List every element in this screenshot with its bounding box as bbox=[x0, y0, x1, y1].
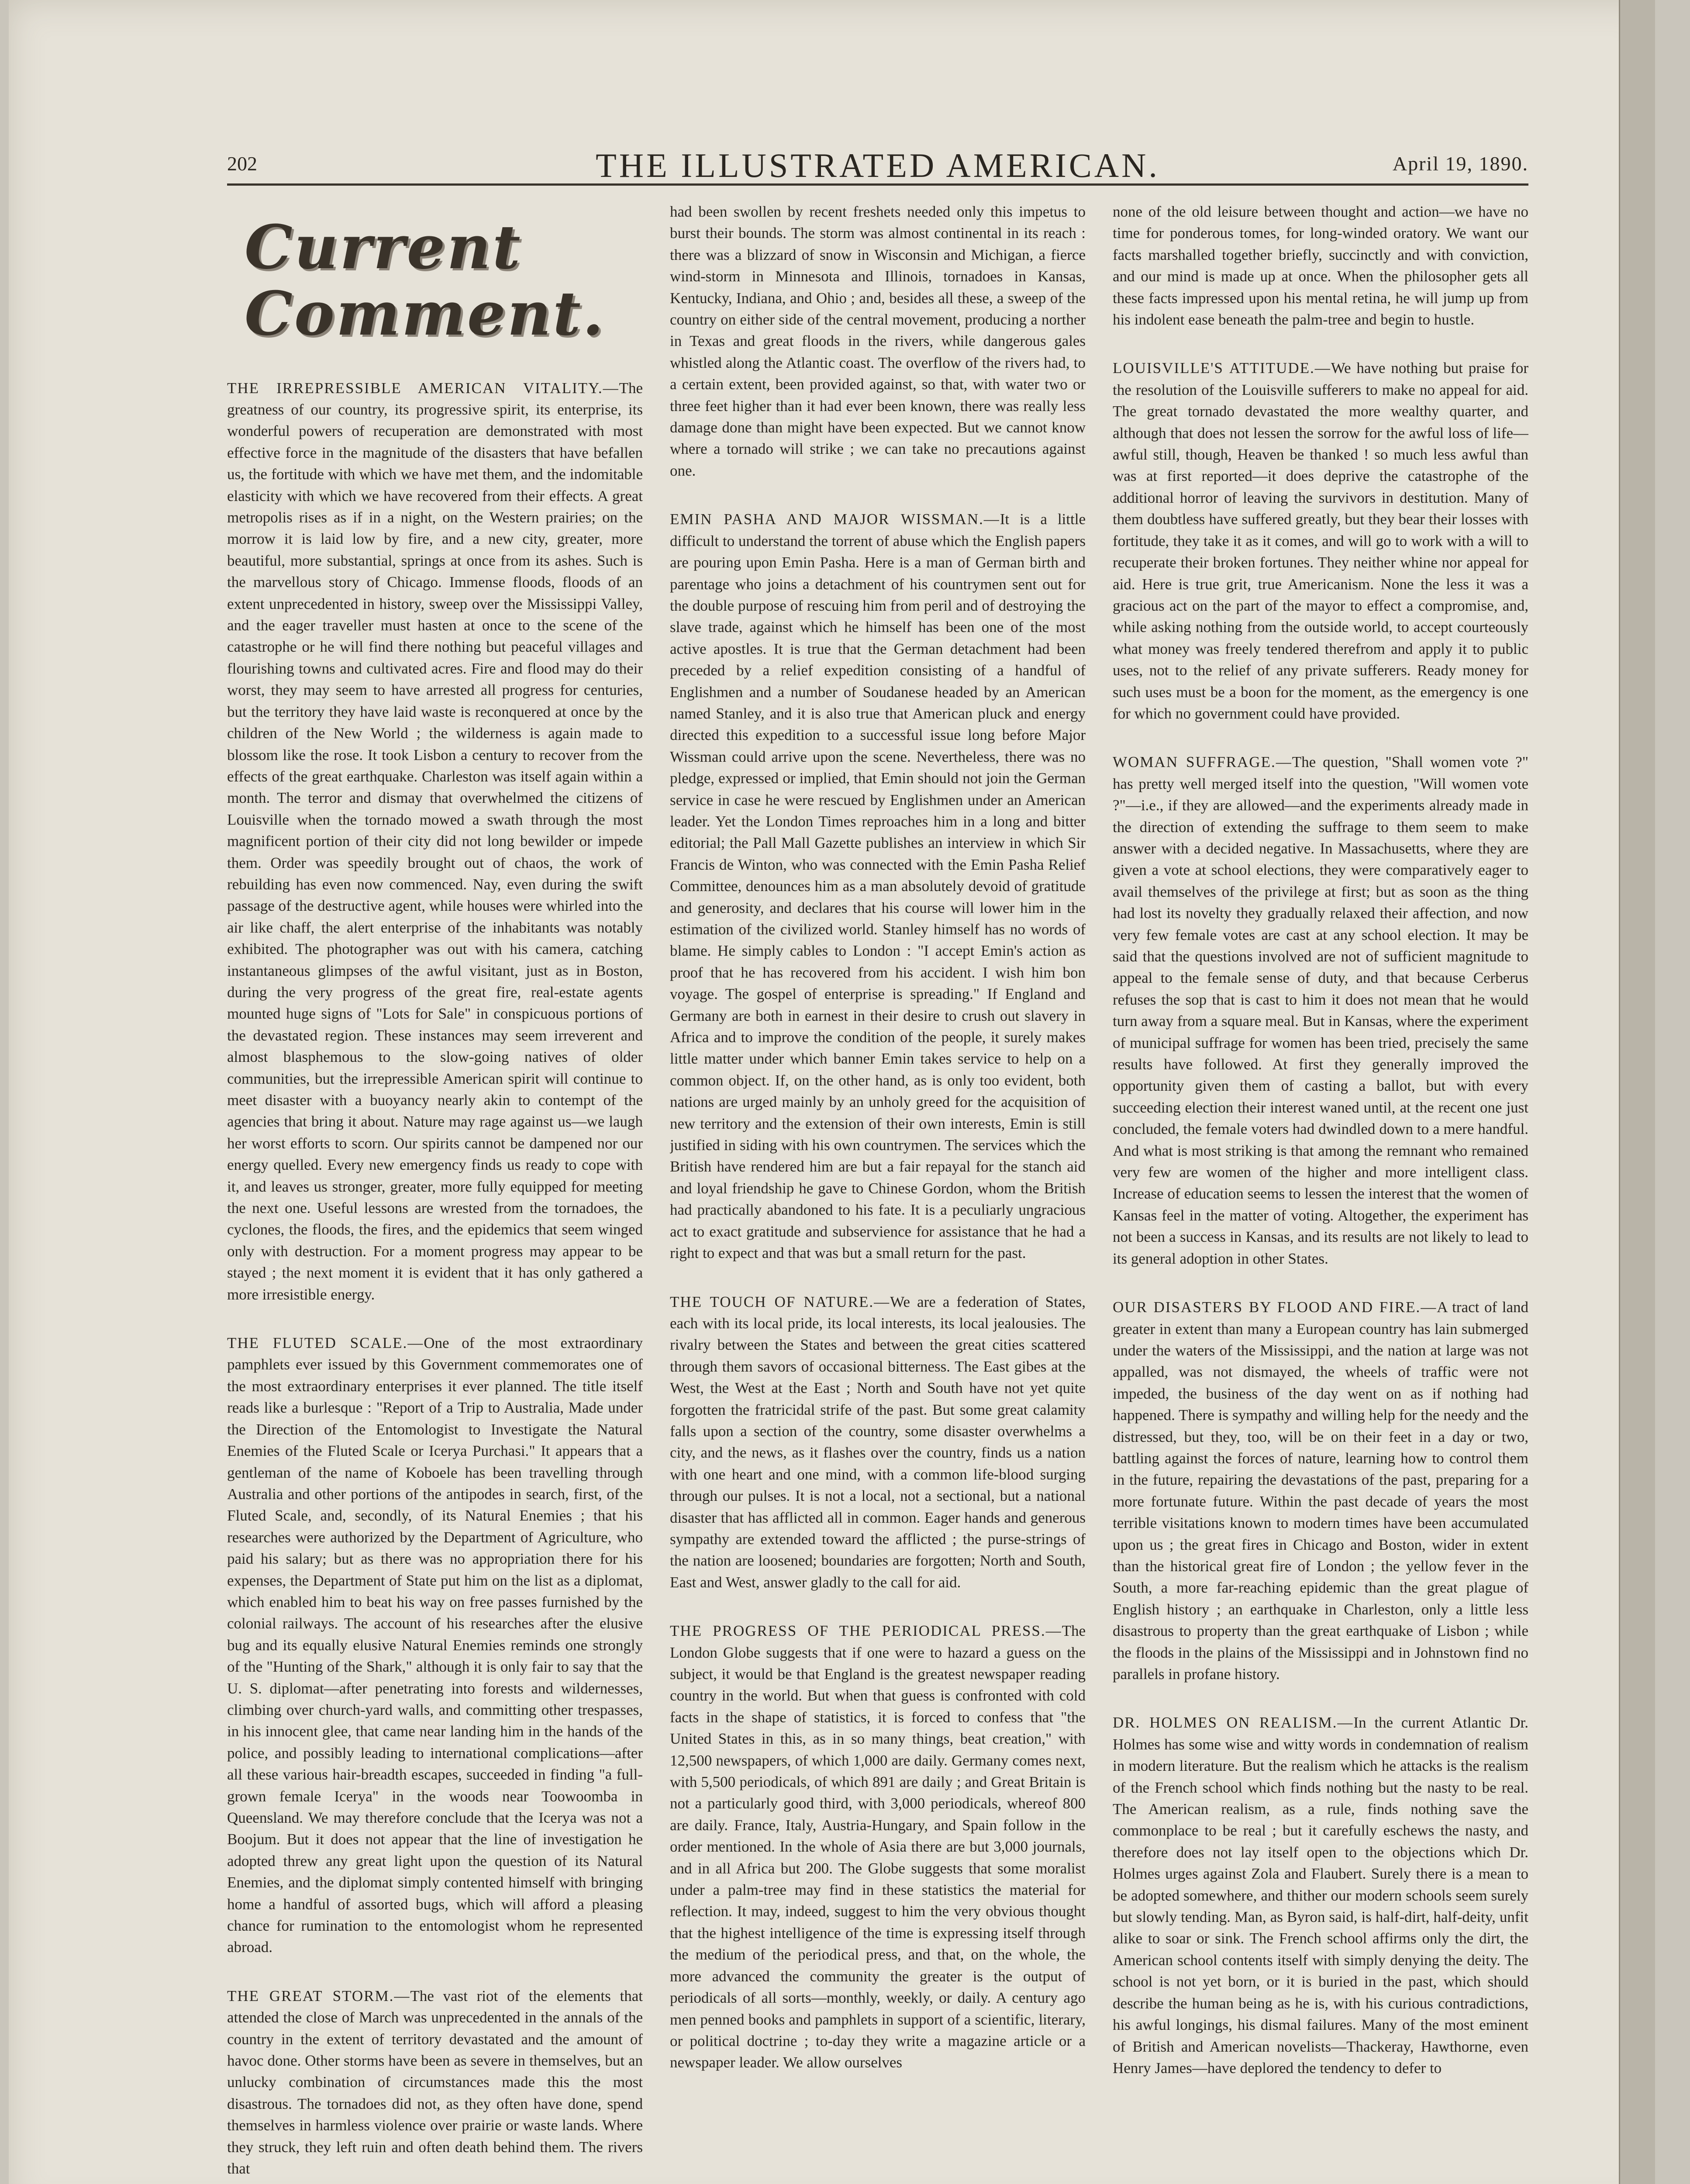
article bbox=[227, 1332, 643, 1958]
column-3 bbox=[1113, 201, 1528, 2184]
article bbox=[1113, 357, 1528, 724]
article-paragraph bbox=[670, 508, 1086, 1264]
article bbox=[1113, 751, 1528, 1269]
article-paragraph bbox=[670, 1620, 1086, 2073]
article-body: We have nothing but praise for the resolution of the Louisville sufferers to make no appeal for aid. The great tornado devastated the more wealthy quarter, and although that does not lessen the sorrow for the awful loss of life—awful still, though, Heaven be thanked ! so much less awful than was at first reported—it does deprive the catastrophe of the additional horror of leaving the survivors in destitution. Many of them doubtless have suffered greatly, but they bear their losses with fortitude, they take it as it comes, and will go to work with a will to recuperate their broken fortunes. They neither whine nor appeal for aid. Here is true grit, true Americanism. None the less it was a gracious act on the part of the mayor to effect a compromise, and, while asking nothing from the outside world, to accept courteously what money was freely tendered therefrom and apply it to public uses, not to the relief of any private sufferers. Ready money for such uses must be a boon for the moment, as the emergency is one for which no government could have provided. bbox=[1113, 359, 1528, 722]
article bbox=[670, 508, 1086, 1264]
article-paragraph bbox=[227, 1332, 643, 1958]
article bbox=[227, 377, 643, 1305]
article-columns bbox=[227, 201, 1528, 2184]
article-body: One of the most extraordinary pamphlets ever issued by this Government commemorates one of the most extraordinary enterprises it ever planned. The title itself reads like a burlesque : "Report of a Trip to Australia, Made under the Direction of the Entomologist to Investigate the Natural Enemies of the Fluted Scale or Icerya Purchasi." It appears that a gentleman of the name of Koboele has been travelling through Australia and other portions of the antipodes in search, first, of the Fluted Scale, and, secondly, of its Natural Enemies ; that his researches were authorized by the Department of Agriculture, who paid his salary; but as there was no appropriation there for his expenses, the Department of State put him on the list as a diplomat, which enabled him to beat his way on free passes furnished by the colonial railways. The account of his researches after the elusive bug and its equally elusive Natural Enemies reminds one strongly of the "Hunting of the Shark," although it is only fair to say that the U. S. diplomat—after penetrating into forests and wildernesses, climbing over church-yard walls, and committing other trespasses, in his innocent glee, that came near landing him in the hands of the police, and possibly leading to international complications—after all these various hair-breadth escapes, succeeded in finding "a full-grown female Icerya" in the woods near Toowoomba in Queensland. We may therefore conclude that the Icerya was not a Boojum. But it does not appear that the line of investigation he adopted threw any great light upon the question of its Natural Enemies, and the diplomat simply contented himself with bringing home a handful of assorted bugs, which will afford a pleasing chance for rumination to the entomologist whom he represented abroad. bbox=[227, 1334, 643, 1956]
article bbox=[670, 1291, 1086, 1593]
page-header bbox=[227, 146, 1528, 186]
section-title: Current Comment. bbox=[245, 211, 605, 349]
article-body: The vast riot of the elements that attended the close of March was unprecedented in the annals of the country in the extent of territory devastated and the amount of havoc done. Other storms have been as severe in themselves, but an unlucky combination of circumstances made this the most disastrous. The tornadoes did not, as they often have done, spend themselves in harmless violence over prairie or waste lands. Where they struck, they left ruin and often death behind them. The rivers that bbox=[227, 1987, 643, 2177]
article-paragraph bbox=[1113, 1712, 1528, 2079]
article-heading: LOUISVILLE'S ATTITUDE.— bbox=[1113, 359, 1331, 377]
article-heading: THE PROGRESS OF THE PERIODICAL PRESS.— bbox=[670, 1622, 1062, 1640]
article-body: The London Globe suggests that if one were to hazard a guess on the subject, it would be that England is the greatest newspaper reading country in the world. But when that guess is confronted with cold facts in the shape of statistics, it is forced to confess that "the United States in this, as in so many things, beat creation," with 12,500 newspapers, of which 1,000 are daily. Germany comes next, with 5,500 periodicals, of which 891 are daily ; and Great Britain is not a particularly good third, with 3,000 periodicals, whereof 800 are daily. France, Italy, Austria-Hungary, and Spain follow in the order mentioned. In the whole of Asia there are but 3,000 journals, and in all Africa but 200. The Globe suggests that some moralist under a palm-tree may find in these statistics the material for reflection. It may, indeed, suggest to him the very obvious thought that the highest intelligence of the time is expressing itself through the medium of the periodical press, and that, on the whole, the more advanced the community the greater is the output of periodicals of all sorts—monthly, weekly, or daily. A century ago men penned books and pamphlets in support of a scientific, literary, or political doctrine ; to-day they write a magazine article or a newspaper leader. We allow ourselves bbox=[670, 1622, 1086, 2071]
article-heading: THE FLUTED SCALE.— bbox=[227, 1334, 424, 1352]
article-paragraph bbox=[670, 201, 1086, 481]
article bbox=[1113, 201, 1528, 330]
article-heading: EMIN PASHA AND MAJOR WISSMAN.— bbox=[670, 511, 1000, 528]
article bbox=[1113, 1296, 1528, 1685]
adjacent-page-edge bbox=[1619, 0, 1655, 2184]
article-heading: THE TOUCH OF NATURE.— bbox=[670, 1293, 890, 1310]
article-heading: DR. HOLMES ON REALISM.— bbox=[1113, 1714, 1354, 1731]
article bbox=[227, 1985, 643, 2180]
article bbox=[1113, 1712, 1528, 2079]
newspaper-page bbox=[9, 0, 1655, 2184]
article-body: We are a federation of States, each with its local pride, its local interests, its local jealousies. The rivalry between the States and between the great cities scattered through them savors of occasional bitterness. The East gibes at the West, the West at the East ; North and South have not yet quite forgotten the fratricidal strife of the past. But some great calamity falls upon a section of the country, some disaster overwhelms a city, and the news, as it flashes over the country, finds us a nation with one heart and one mind, with a common life-blood surging through our pulses. It is not a local, not a sectional, but a national disaster that has afflicted all in common. Eager hands and generous sympathy are extended toward the afflicted ; the purse-strings of the nation are loosened; boundaries are forgotten; North and South, East and West, answer gladly to the call for aid. bbox=[670, 1293, 1086, 1591]
article-paragraph bbox=[1113, 201, 1528, 330]
article-paragraph bbox=[1113, 357, 1528, 724]
column-1 bbox=[227, 201, 643, 2184]
article bbox=[670, 201, 1086, 481]
article-heading: OUR DISASTERS BY FLOOD AND FIRE.— bbox=[1113, 1299, 1437, 1316]
article-paragraph bbox=[227, 1985, 643, 2180]
article-body: A tract of land greater in extent than many a European country has lain submerged under the waters of the Mississippi, and the nation at large was not appalled, was not dismayed, the wheels of traffic were not impeded, the business of the day went on as if nothing had happened. There is sympathy and willing help for the needy and the distressed, but they, too, will be on their feet in a day or two, battling against the forces of nature, learning how to control them in the future, repairing the devastations of the past, preparing for a more fortunate future. Within the past decade of years the most terrible visitations known to modern times have been accumulated upon us ; the great fires in Chicago and Boston, wider in extent than the historical great fire of London ; the yellow fever in the South, a more far-reaching epidemic than the great plague of English history ; an earthquake in Charleston, only a little less disastrous to property than the great earthquake of Lisbon ; while the floods in the plains of the Mississippi and in Johnstown find no parallels in profane history. bbox=[1113, 1299, 1528, 1683]
article-heading: THE GREAT STORM.— bbox=[227, 1987, 410, 2004]
article-heading: WOMAN SUFFRAGE.— bbox=[1113, 753, 1292, 771]
article-paragraph bbox=[1113, 751, 1528, 1269]
issue-date: April 19, 1890. bbox=[1392, 152, 1528, 175]
publication-title: THE ILLUSTRATED AMERICAN. bbox=[596, 146, 1160, 184]
article-body: had been swollen by recent freshets needed only this impetus to burst their bounds. The storm was almost continental in its reach : there was a blizzard of snow in Wisconsin and Michigan, a fierce wind-storm in Minnesota and Illinois, tornadoes in Kansas, Kentucky, Indiana, and Ohio ; and, besides all these, a sweep of the country on either side of the central movement, producing a norther in Texas and great floods in the rivers, while dangerous gales whistled along the Atlantic coast. The overflow of the rivers had, to a certain extent, been provided against, so that, with water two or three feet higher than it had ever been known, there was really less damage done than might have been expected. But we cannot know where a tornado will strike ; we can take no precautions against one. bbox=[670, 203, 1086, 479]
article-heading: THE IRREPRESSIBLE AMERICAN VITALITY.— bbox=[227, 379, 619, 397]
page-number: 202 bbox=[227, 152, 257, 175]
article bbox=[670, 1620, 1086, 2073]
article-body: The greatness of our country, its progressive spirit, its enterprise, its wonderful powers of recuperation are demonstrated with most effective force in the magnitude of the disasters that have befallen us, the fortitude with which we have met them, and the indomitable elasticity with which we have recovered from their effects. A great metropolis rises as if in a night, on the Western prairies; on the morrow it is laid low by fire, and a new city, greater, more beautiful, more substantial, springs at once from its ashes. Such is the marvellous story of Chicago. Immense floods, floods of an extent unprecedented in history, sweep over the Mississippi Valley, and the eager traveller must hasten at once to the scene of the catastrophe or he will find there nothing but peaceful villages and flourishing towns and cultivated acres. Fire and flood may do their worst, they may seem to have arrested all progress for centuries, but the territory they have laid waste is reconquered at once by the children of the New World ; the wilderness is again made to blossom like the rose. It took Lisbon a century to recover from the effects of the great earthquake. Charleston was itself again within a month. The terror and dismay that overwhelmed the citizens of Louisville when the tornado mowed a swath through the most magnificent portion of their city did not long bewilder or impede them. Order was speedily brought out of chaos, the work of rebuilding has even now commenced. Nay, even during the swift passage of the destructive agent, while houses were whirled into the air like chaff, the alert enterprise of the inhabitants was notably exhibited. The photographer was out with his camera, catching instantaneous glimpses of the awful visitant, just as in Boston, during the very progress of the great fire, real-estate agents mounted huge signs of "Lots for Sale" in conspicuous portions of the devastated region. These instances may seem irreverent and almost blasphemous to the slow-going natives of older communities, but the irrepressible American spirit will continue to meet disaster with a buoyancy nearly akin to contempt of the agencies that bring it about. Nature may rage against us—we laugh her worst efforts to scorn. Our spirits cannot be dampened nor our energy quelled. Every new emergency finds us ready to cope with it, and leaves us stronger, greater, more fully equipped for meeting the next one. Useful lessons are wrested from the tornadoes, the cyclones, the floods, the fires, and the epidemics that seem winged only with destruction. For a moment progress may appear to be stayed ; the next moment it is evident that it has only gathered a more irresistible energy. bbox=[227, 379, 643, 1303]
article-body: In the current Atlantic Dr. Holmes has some wise and witty words in condemnation of realism in modern literature. But the realism which he attacks is the realism of the French school which finds nothing but the nasty to be real. The American realism, as a rule, finds nothing save the commonplace to be real ; but it carefully eschews the nasty, and therefore does not lay itself open to the objections which Dr. Holmes urges against Zola and Flaubert. Surely there is a mean to be adopted somewhere, and thither our modern schools seem surely but slowly tending. Man, as Byron said, is half-dirt, half-deity, unfit alike to soar or sink. The French school affirms only the dirt, the American school contents itself with simply denying the deity. The school is not yet born, or it is buried in the past, which should describe the human being as he is, with his curious contradictions, his awful longings, his dismal failures. Many of the most eminent of British and American novelists—Thackeray, Hawthorne, even Henry James—have deplored the tendency to defer to bbox=[1113, 1714, 1528, 2077]
column-2 bbox=[670, 201, 1086, 2184]
article-paragraph bbox=[1113, 1296, 1528, 1685]
article-paragraph bbox=[670, 1291, 1086, 1593]
article-body: The question, "Shall women vote ?" has pretty well merged itself into the question, "Will women vote ?"—i.e., if they are allowed—and the experiments already made in the direction of extending the suffrage to them seem to make answer with a decided negative. In Massachusetts, where they are given a vote at school elections, they were comparatively eager to avail themselves of the privilege at first; but as soon as the thing had lost its novelty they gradually relaxed their affection, and now very few female votes are cast at any school election. It may be said that the questions involved are not of sufficient magnitude to appeal to the female sense of duty, and that because Cerberus refuses the sop that is cast to him it does not mean that he would turn away from a square meal. But in Kansas, where the experiment of municipal suffrage for women has been tried, precisely the same results have followed. At first they generally improved the opportunity given them of casting a ballot, but with every succeeding election their interest waned until, at the recent one just concluded, the female voters had dwindled down to a mere handful. And what is most striking is that among the remnant who remained very few are women of the higher and more intelligent class. Increase of education seems to lessen the interest that the women of Kansas feel in the matter of voting. Altogether, the experiment has not been a success in Kansas, and its results are not likely to lead to its general adoption in other States. bbox=[1113, 753, 1528, 1267]
article-body: It is a little difficult to understand the torrent of abuse which the English papers are pouring upon Emin Pasha. Here is a man of German birth and parentage who joins a detachment of his countrymen sent out for the double purpose of rescuing him from peril and of destroying the slave trade, against which he himself has been one of the most active apostles. It is true that the German detachment had been preceded by a relief expedition consisting of a handful of Englishmen and a number of Soudanese headed by an American named Stanley, and it is also true that American pluck and energy directed this expedition to a successful issue long before Major Wissman could arrive upon the scene. Nevertheless, there was no pledge, expressed or implied, that Emin should not join the German service in case he were rescued by Englishmen under an American leader. Yet the London Times reproaches him in a long and bitter editorial; the Pall Mall Gazette publishes an interview in which Sir Francis de Winton, who was connected with the Emin Pasha Relief Committee, denounces him as a man absolutely devoid of gratitude and generosity, and declares that his course will lower him in the estimation of the civilized world. Stanley himself has no words of blame. He simply cables to London : "I accept Emin's action as proof that he has recovered from his accident. I wish him bon voyage. The gospel of enterprise is spreading." If England and Germany are both in earnest in their desire to crush out slavery in Africa and to improve the condition of the people, it surely makes little matter under which banner Emin takes service to help on a common object. If, on the other hand, as is only too evident, both nations are urged mainly by an unholy greed for the acquisition of new territory and the extension of their own interests, Emin is still justified in siding with his own countrymen. The services which the British have rendered him are but a fair repayal for the stanch aid and loyal friendship he gave to Chinese Gordon, whom the British had practically abandoned to his fate. It is a peculiarly ungracious act to exact gratitude and subservience for assistance that he had a right to expect and that was but a small return for the past. bbox=[670, 511, 1086, 1262]
article-body: none of the old leisure between thought and action—we have no time for ponderous tomes, for long-winded oratory. We want our facts marshalled together briefly, succinctly and with conviction, and our mind is made up at once. When the philosopher gets all these facts impressed upon his mental retina, he will jump up from his indolent ease beneath the palm-tree and begin to hustle. bbox=[1113, 203, 1528, 328]
article-paragraph bbox=[227, 377, 643, 1305]
